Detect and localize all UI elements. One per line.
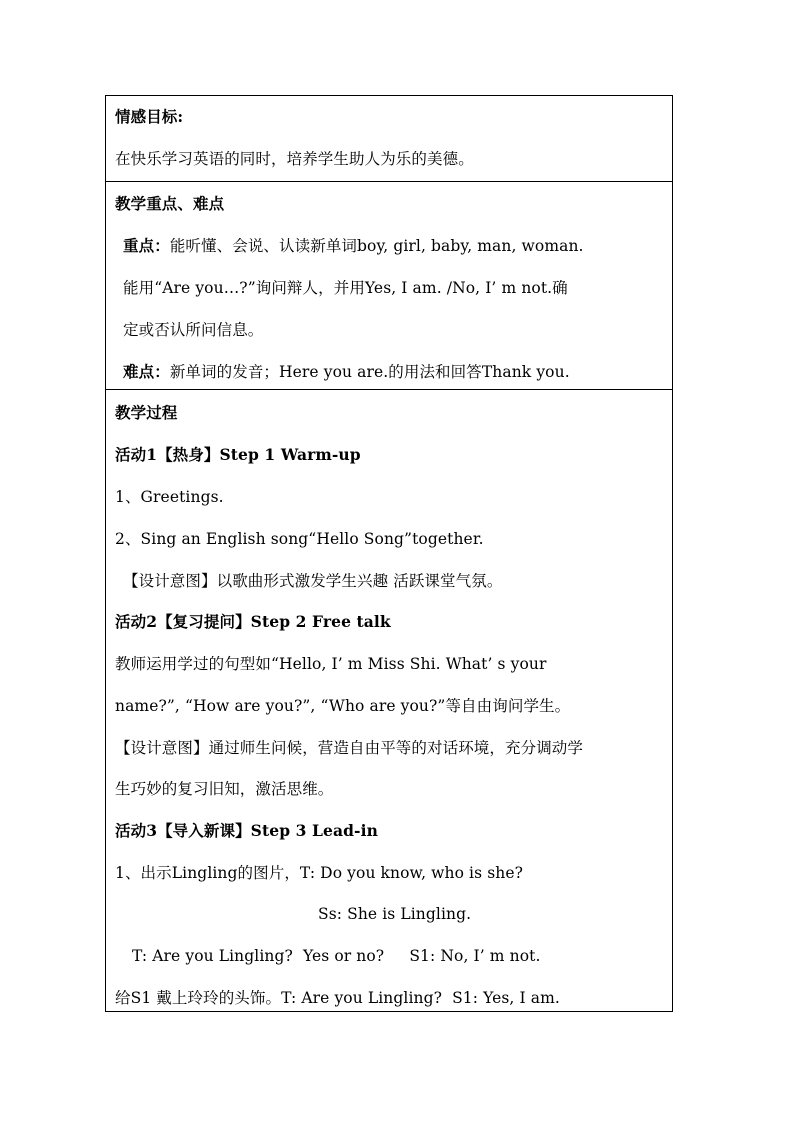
focus-text: 能听懂、会说、认读新单词boy, girl, baby, man, woman.: [169, 237, 584, 255]
activity-2-line-2: name?”, “How are you?”, “Who are you?”等自由询问学生。: [115, 697, 571, 715]
difficulty-line: [123, 360, 668, 384]
activity-2-title: 活动2【复习提问】Step 2 Free talk: [115, 612, 391, 631]
teaching-process-heading: 教学过程: [115, 403, 178, 422]
focus-line-1: [123, 234, 668, 258]
lesson-plan-table: [105, 95, 673, 1012]
activity-3-line-2: Ss: She is Lingling.: [318, 905, 472, 923]
key-points-cell: [106, 181, 672, 389]
difficulty-text: 新单词的发音；Here you are.的用法和回答Thank you.: [169, 363, 570, 381]
activity-2-design-1: 【设计意图】通过师生问候，营造自由平等的对话环境，充分调动学: [115, 739, 584, 757]
difficulty-label: 难点：: [123, 362, 170, 381]
activity-2-line-1: 教师运用学过的句型如“Hello, I’ m Miss Shi. What’ s your: [115, 655, 547, 673]
activity-1-design: 【设计意图】以歌曲形式激发学生兴趣 活跃课堂气氛。: [123, 572, 503, 590]
key-points-heading: 教学重点、难点: [115, 194, 225, 213]
teaching-process-cell: [106, 389, 672, 1011]
activity-3-line-4: 给S1 戴上玲玲的头饰。T: Are you Lingling? S1: Yes, I am.: [115, 989, 560, 1007]
emotional-goal-text: 在快乐学习英语的同时，培养学生助人为乐的美德。: [115, 150, 474, 168]
emotional-goal-cell: [106, 96, 672, 181]
activity-2-design-2: 生巧妙的复习旧知，激活思维。: [115, 780, 334, 798]
focus-line-2: 能用“Are you…?”询问辩人，并用Yes, I am. /No, I’ m not.确: [123, 279, 568, 297]
focus-line-3: 定或否认所问信息。: [123, 321, 264, 339]
activity-3-line-3: T: Are you Lingling? Yes or no? S1: No, I’ m not.: [132, 947, 541, 965]
activity-1-title: 活动1【热身】Step 1 Warm-up: [115, 445, 361, 464]
focus-label: 重点：: [123, 236, 170, 255]
activity-3-title: 活动3【导入新课】Step 3 Lead-in: [115, 821, 378, 840]
activity-1-line-2: 2、Sing an English song“Hello Song”together.: [115, 530, 484, 548]
emotional-goal-heading: 情感目标:: [115, 107, 184, 126]
activity-1-line-1: 1、Greetings.: [115, 488, 224, 506]
activity-3-line-1: 1、出示Lingling的图片，T: Do you know, who is she?: [115, 864, 524, 882]
